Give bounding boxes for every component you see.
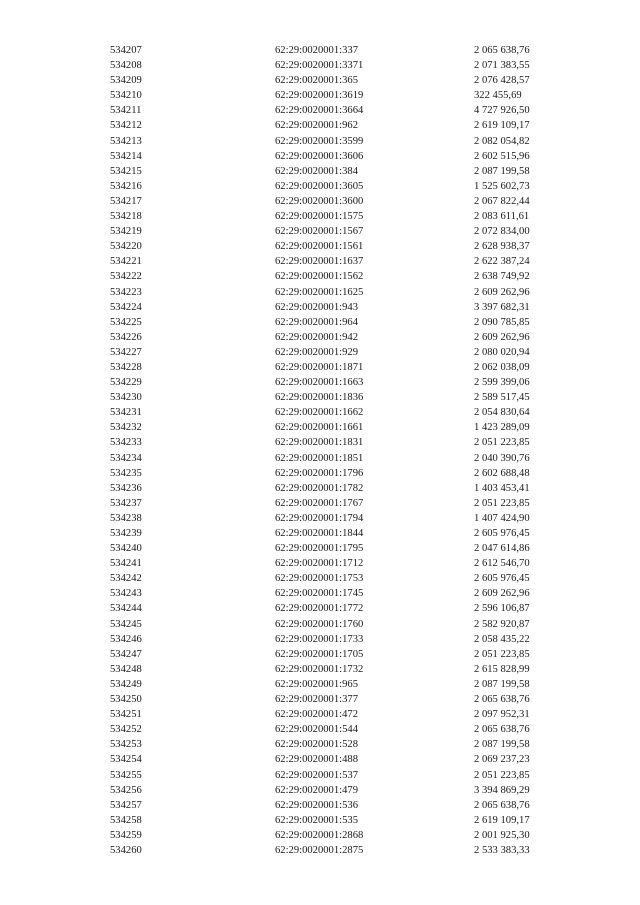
cadastral-value: 2 065 638,76 bbox=[474, 45, 530, 56]
record-number: 534249 bbox=[110, 678, 142, 690]
record-number: 534222 bbox=[110, 271, 142, 283]
record-number: 534248 bbox=[110, 663, 142, 675]
cadastral-number: 62:29:0020001:536 bbox=[275, 799, 358, 811]
record-number: 534246 bbox=[110, 633, 142, 645]
cadastral-value: 2 065 638,76 bbox=[474, 724, 530, 736]
table-row bbox=[0, 43, 640, 58]
record-number: 534212 bbox=[110, 120, 142, 132]
record-number: 534245 bbox=[110, 618, 142, 630]
table-row bbox=[0, 149, 640, 164]
record-number: 534213 bbox=[110, 135, 142, 147]
cadastral-number: 62:29:0020001:964 bbox=[275, 316, 358, 328]
cadastral-value: 1 423 289,09 bbox=[474, 422, 530, 434]
cadastral-number: 62:29:0020001:1732 bbox=[275, 663, 364, 675]
table-row bbox=[0, 88, 640, 103]
cadastral-number: 62:29:0020001:479 bbox=[275, 784, 358, 796]
record-number: 534235 bbox=[110, 467, 142, 479]
cadastral-value: 2 599 399,06 bbox=[474, 377, 530, 389]
table-row bbox=[0, 420, 640, 435]
table-row bbox=[0, 269, 640, 284]
record-number: 534259 bbox=[110, 829, 142, 841]
cadastral-value: 2 051 223,85 bbox=[474, 437, 530, 449]
cadastral-value: 2 533 383,33 bbox=[474, 844, 530, 856]
record-number: 534233 bbox=[110, 437, 142, 449]
table-row bbox=[0, 209, 640, 224]
cadastral-value: 2 080 020,94 bbox=[474, 346, 530, 358]
table-row bbox=[0, 224, 640, 239]
cadastral-number: 62:29:0020001:3619 bbox=[275, 90, 364, 102]
table-row bbox=[0, 813, 640, 828]
table-row bbox=[0, 360, 640, 375]
cadastral-number: 62:29:0020001:1871 bbox=[275, 361, 364, 373]
record-number: 534237 bbox=[110, 497, 142, 509]
record-number: 534252 bbox=[110, 724, 142, 736]
cadastral-number: 62:29:0020001:2875 bbox=[275, 844, 364, 856]
cadastral-number: 62:29:0020001:1836 bbox=[275, 392, 364, 404]
record-number: 534216 bbox=[110, 180, 142, 192]
record-number: 534238 bbox=[110, 512, 142, 524]
cadastral-value: 2 612 546,70 bbox=[474, 558, 530, 570]
record-number: 534240 bbox=[110, 543, 142, 555]
cadastral-number: 62:29:0020001:3605 bbox=[275, 180, 364, 192]
cadastral-value: 2 615 828,99 bbox=[474, 663, 530, 675]
record-number: 534241 bbox=[110, 558, 142, 570]
table-row bbox=[0, 632, 640, 647]
table-row bbox=[0, 179, 640, 194]
cadastral-value: 2 609 262,96 bbox=[474, 588, 530, 600]
cadastral-value: 2 047 614,86 bbox=[474, 543, 530, 555]
table-row bbox=[0, 828, 640, 843]
record-number: 534219 bbox=[110, 226, 142, 238]
cadastral-number: 62:29:0020001:1661 bbox=[275, 422, 364, 434]
table-row bbox=[0, 118, 640, 133]
table-row bbox=[0, 73, 640, 88]
cadastral-number: 62:29:0020001:1795 bbox=[275, 543, 364, 555]
table-row bbox=[0, 239, 640, 254]
table-row bbox=[0, 541, 640, 556]
cadastral-number: 62:29:0020001:537 bbox=[275, 769, 358, 781]
cadastral-number: 62:29:0020001:377 bbox=[275, 694, 358, 706]
cadastral-value: 2 602 515,96 bbox=[474, 150, 530, 162]
table-row bbox=[0, 390, 640, 405]
cadastral-value: 2 058 435,22 bbox=[474, 633, 530, 645]
cadastral-value: 1 407 424,90 bbox=[474, 512, 530, 524]
table-row bbox=[0, 285, 640, 300]
record-number: 534215 bbox=[110, 165, 142, 177]
record-number: 534256 bbox=[110, 784, 142, 796]
table-row bbox=[0, 707, 640, 722]
record-number: 534220 bbox=[110, 241, 142, 253]
cadastral-value: 2 040 390,76 bbox=[474, 452, 530, 464]
table-row bbox=[0, 526, 640, 541]
cadastral-number: 62:29:0020001:1745 bbox=[275, 588, 364, 600]
cadastral-value: 2 054 830,64 bbox=[474, 407, 530, 419]
record-number: 534231 bbox=[110, 407, 142, 419]
cadastral-number: 62:29:0020001:1753 bbox=[275, 573, 364, 585]
record-number: 534260 bbox=[110, 844, 142, 856]
cadastral-value: 2 619 109,17 bbox=[474, 814, 530, 826]
cadastral-number: 62:29:0020001:1625 bbox=[275, 286, 364, 298]
cadastral-number: 62:29:0020001:1782 bbox=[275, 482, 364, 494]
table-row bbox=[0, 843, 640, 858]
cadastral-value: 2 065 638,76 bbox=[474, 799, 530, 811]
cadastral-number: 62:29:0020001:965 bbox=[275, 678, 358, 690]
record-number: 534221 bbox=[110, 256, 142, 268]
cadastral-number: 62:29:0020001:3606 bbox=[275, 150, 364, 162]
cadastral-number: 62:29:0020001:1575 bbox=[275, 211, 364, 223]
cadastral-value: 2 087 199,58 bbox=[474, 165, 530, 177]
cadastral-value: 2 087 199,58 bbox=[474, 678, 530, 690]
cadastral-value: 2 051 223,85 bbox=[474, 769, 530, 781]
cadastral-value: 1 525 602,73 bbox=[474, 180, 530, 192]
cadastral-number: 62:29:0020001:1844 bbox=[275, 528, 364, 539]
cadastral-number: 62:29:0020001:943 bbox=[275, 301, 358, 313]
cadastral-value: 2 609 262,96 bbox=[474, 331, 530, 343]
table-row bbox=[0, 783, 640, 798]
cadastral-value: 2 087 199,58 bbox=[474, 739, 530, 751]
record-number: 534257 bbox=[110, 799, 142, 811]
record-number: 534210 bbox=[110, 90, 142, 102]
cadastral-value: 2 638 749,92 bbox=[474, 271, 530, 283]
record-number: 534225 bbox=[110, 316, 142, 328]
table-row bbox=[0, 617, 640, 632]
table-row bbox=[0, 466, 640, 481]
table-row bbox=[0, 768, 640, 783]
cadastral-number: 62:29:0020001:1712 bbox=[275, 558, 364, 570]
table-row bbox=[0, 451, 640, 466]
record-number: 534227 bbox=[110, 346, 142, 358]
record-number: 534230 bbox=[110, 392, 142, 404]
table-row bbox=[0, 164, 640, 179]
cadastral-number: 62:29:0020001:1562 bbox=[275, 271, 364, 283]
cadastral-value: 2 605 976,45 bbox=[474, 573, 530, 585]
cadastral-number: 62:29:0020001:1663 bbox=[275, 377, 364, 389]
cadastral-value: 2 067 822,44 bbox=[474, 195, 530, 207]
record-number: 534247 bbox=[110, 648, 142, 660]
table-row bbox=[0, 737, 640, 752]
cadastral-value: 2 622 387,24 bbox=[474, 256, 530, 268]
cadastral-value: 2 062 038,09 bbox=[474, 361, 530, 373]
record-number: 534223 bbox=[110, 286, 142, 298]
cadastral-value-table bbox=[0, 43, 640, 858]
cadastral-number: 62:29:0020001:384 bbox=[275, 165, 358, 177]
record-number: 534208 bbox=[110, 60, 142, 72]
cadastral-value: 322 455,69 bbox=[474, 90, 522, 102]
table-row bbox=[0, 556, 640, 571]
record-number: 534214 bbox=[110, 150, 142, 162]
cadastral-value: 2 001 925,30 bbox=[474, 829, 530, 841]
record-number: 534254 bbox=[110, 754, 142, 766]
cadastral-number: 62:29:0020001:1662 bbox=[275, 407, 364, 419]
table-row bbox=[0, 481, 640, 496]
cadastral-value: 2 051 223,85 bbox=[474, 497, 530, 509]
record-number: 534243 bbox=[110, 588, 142, 600]
cadastral-number: 62:29:0020001:929 bbox=[275, 346, 358, 358]
record-number: 534244 bbox=[110, 603, 142, 615]
record-number: 534234 bbox=[110, 452, 142, 464]
cadastral-value: 2 082 054,82 bbox=[474, 135, 530, 147]
table-row bbox=[0, 692, 640, 707]
cadastral-value: 2 090 785,85 bbox=[474, 316, 530, 328]
table-row bbox=[0, 752, 640, 767]
table-row bbox=[0, 315, 640, 330]
cadastral-number: 62:29:0020001:962 bbox=[275, 120, 358, 132]
table-row bbox=[0, 58, 640, 73]
cadastral-value: 3 394 869,29 bbox=[474, 784, 530, 796]
record-number: 534218 bbox=[110, 211, 142, 223]
cadastral-number: 62:29:0020001:1733 bbox=[275, 633, 364, 645]
table-row bbox=[0, 134, 640, 149]
table-row bbox=[0, 254, 640, 269]
table-row bbox=[0, 300, 640, 315]
record-number: 534236 bbox=[110, 482, 142, 494]
cadastral-number: 62:29:0020001:1567 bbox=[275, 226, 364, 238]
cadastral-value: 2 083 611,61 bbox=[474, 211, 530, 223]
cadastral-value: 2 582 920,87 bbox=[474, 618, 530, 630]
cadastral-number: 62:29:0020001:3599 bbox=[275, 135, 364, 147]
table-row bbox=[0, 330, 640, 345]
table-row bbox=[0, 103, 640, 118]
record-number: 534224 bbox=[110, 301, 142, 313]
record-number: 534229 bbox=[110, 377, 142, 389]
cadastral-number: 62:29:0020001:1760 bbox=[275, 618, 364, 630]
cadastral-value: 2 589 517,45 bbox=[474, 392, 530, 404]
record-number: 534211 bbox=[110, 105, 142, 117]
cadastral-value: 2 097 952,31 bbox=[474, 709, 530, 721]
cadastral-value: 2 619 109,17 bbox=[474, 120, 530, 132]
cadastral-number: 62:29:0020001:1831 bbox=[275, 437, 364, 449]
cadastral-number: 62:29:0020001:528 bbox=[275, 739, 358, 751]
table-row bbox=[0, 722, 640, 737]
cadastral-value: 2 071 383,55 bbox=[474, 60, 530, 72]
table-row bbox=[0, 662, 640, 677]
table-row bbox=[0, 586, 640, 601]
table-row bbox=[0, 375, 640, 390]
cadastral-number: 62:29:0020001:1851 bbox=[275, 452, 364, 464]
cadastral-value: 2 596 106,87 bbox=[474, 603, 530, 615]
record-number: 534226 bbox=[110, 331, 142, 343]
cadastral-number: 62:29:0020001:1767 bbox=[275, 497, 364, 509]
cadastral-number: 62:29:0020001:1637 bbox=[275, 256, 364, 268]
cadastral-value: 3 397 682,31 bbox=[474, 301, 530, 313]
cadastral-number: 62:29:0020001:365 bbox=[275, 75, 358, 87]
cadastral-number: 62:29:0020001:1705 bbox=[275, 648, 364, 660]
cadastral-number: 62:29:0020001:3371 bbox=[275, 60, 364, 72]
cadastral-number: 62:29:0020001:3664 bbox=[275, 105, 364, 117]
cadastral-value: 2 072 834,00 bbox=[474, 226, 530, 238]
table-row bbox=[0, 798, 640, 813]
cadastral-number: 62:29:0020001:3600 bbox=[275, 195, 364, 207]
table-row bbox=[0, 647, 640, 662]
cadastral-number: 62:29:0020001:942 bbox=[275, 331, 358, 343]
cadastral-number: 62:29:0020001:1796 bbox=[275, 467, 364, 479]
record-number: 534232 bbox=[110, 422, 142, 434]
table-row bbox=[0, 405, 640, 420]
record-number: 534207 bbox=[110, 45, 142, 56]
record-number: 534209 bbox=[110, 75, 142, 87]
record-number: 534251 bbox=[110, 709, 142, 721]
table-row bbox=[0, 435, 640, 450]
cadastral-number: 62:29:0020001:1561 bbox=[275, 241, 364, 253]
table-row bbox=[0, 571, 640, 586]
table-row bbox=[0, 345, 640, 360]
table-row bbox=[0, 511, 640, 526]
cadastral-number: 62:29:0020001:544 bbox=[275, 724, 358, 736]
table-row bbox=[0, 601, 640, 616]
cadastral-value: 2 628 938,37 bbox=[474, 241, 530, 253]
cadastral-value: 2 609 262,96 bbox=[474, 286, 530, 298]
table-row bbox=[0, 194, 640, 209]
record-number: 534250 bbox=[110, 694, 142, 706]
cadastral-number: 62:29:0020001:488 bbox=[275, 754, 358, 766]
cadastral-value: 2 051 223,85 bbox=[474, 648, 530, 660]
record-number: 534255 bbox=[110, 769, 142, 781]
record-number: 534217 bbox=[110, 195, 142, 207]
cadastral-number: 62:29:0020001:472 bbox=[275, 709, 358, 721]
cadastral-number: 62:29:0020001:1794 bbox=[275, 512, 364, 524]
cadastral-value: 2 065 638,76 bbox=[474, 694, 530, 706]
cadastral-value: 2 602 688,48 bbox=[474, 467, 530, 479]
cadastral-number: 62:29:0020001:1772 bbox=[275, 603, 364, 615]
cadastral-value: 2 069 237,23 bbox=[474, 754, 530, 766]
record-number: 534258 bbox=[110, 814, 142, 826]
record-number: 534253 bbox=[110, 739, 142, 751]
cadastral-value: 2 076 428,57 bbox=[474, 75, 530, 87]
record-number: 534242 bbox=[110, 573, 142, 585]
table-row bbox=[0, 496, 640, 511]
record-number: 534239 bbox=[110, 528, 142, 539]
cadastral-value: 2 605 976,45 bbox=[474, 528, 530, 539]
cadastral-number: 62:29:0020001:535 bbox=[275, 814, 358, 826]
record-number: 534228 bbox=[110, 361, 142, 373]
cadastral-value: 1 403 453,41 bbox=[474, 482, 530, 494]
cadastral-value: 4 727 926,50 bbox=[474, 105, 530, 117]
cadastral-number: 62:29:0020001:337 bbox=[275, 45, 358, 56]
table-row bbox=[0, 677, 640, 692]
cadastral-number: 62:29:0020001:2868 bbox=[275, 829, 364, 841]
